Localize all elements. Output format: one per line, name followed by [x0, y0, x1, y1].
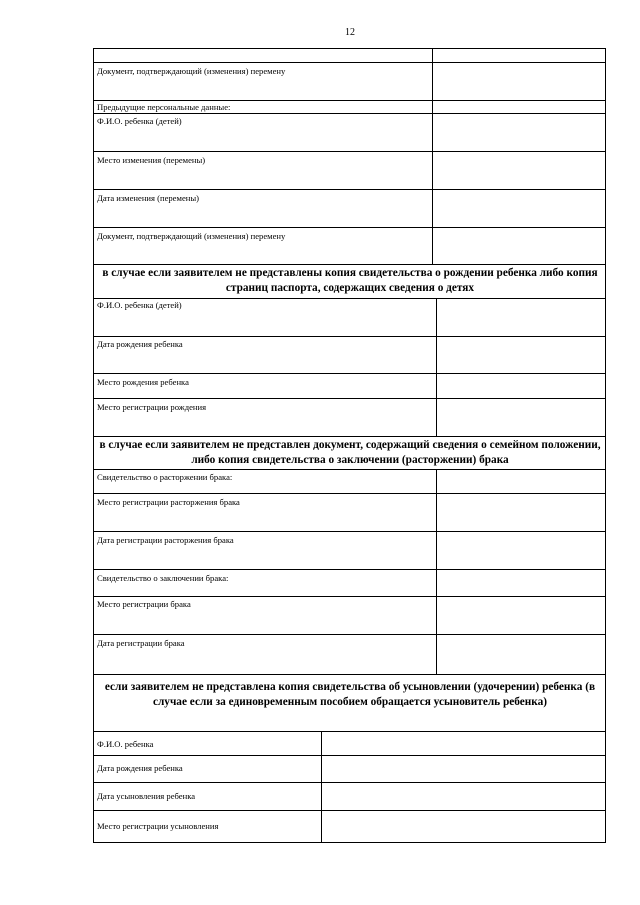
row-line [93, 493, 606, 494]
row-label: Документ, подтверждающий (изменения) перемену [97, 66, 286, 76]
row-line [93, 113, 606, 114]
row-label: Дата изменения (перемены) [97, 193, 199, 203]
row-label: Место регистрации расторжения брака [97, 497, 240, 507]
row-line [93, 531, 606, 532]
row-label: Место регистрации рождения [97, 402, 207, 412]
row-line [93, 596, 606, 597]
column-divider [436, 469, 437, 674]
row-label: Дата рождения ребенка [97, 339, 183, 349]
table-border-left [93, 48, 94, 842]
column-divider [321, 731, 322, 842]
row-line [93, 810, 606, 811]
row-label: Дата регистрации расторжения брака [97, 535, 234, 545]
row-line [93, 227, 606, 228]
row-label: Место регистрации брака [97, 599, 191, 609]
section-header: если заявителем не представлена копия свидетельства об усыновлении (удочерении) ребенка (в случае если за единовременным пособием обращается усыновитель ребенка) [104, 681, 596, 708]
row-label: Место регистрации усыновления [97, 821, 219, 831]
row-line [93, 436, 606, 437]
row-line [93, 264, 606, 265]
row-line [93, 569, 606, 570]
row-line [93, 634, 606, 635]
row-label: Дата усыновления ребенка [97, 791, 196, 801]
row-label: Документ, подтверждающий (изменения) перемену [97, 231, 286, 241]
row-line [93, 151, 606, 152]
column-divider [432, 48, 433, 264]
row-label: Место рождения ребенка [97, 377, 189, 387]
row-line [93, 189, 606, 190]
row-line [93, 373, 606, 374]
row-line [93, 336, 606, 337]
row-label: Дата рождения ребенка [97, 763, 183, 773]
row-label: Дата регистрации брака [97, 638, 185, 648]
row-label: Предыдущие персональные данные: [97, 102, 231, 112]
column-divider [436, 298, 437, 436]
row-line [93, 48, 606, 49]
section-header: в случае если заявителем не представлен документ, содержащий сведения о семейном положении, либо копия свидетельства о заключении (расторжении) брака [99, 439, 601, 466]
table-border-right [605, 48, 606, 842]
row-line [93, 62, 606, 63]
row-label: Место изменения (перемены) [97, 155, 206, 165]
row-label: Свидетельство о расторжении брака: [97, 472, 233, 482]
page-number: 12 [345, 27, 355, 38]
row-line [93, 469, 606, 470]
section-header: в случае если заявителем не представлены копия свидетельства о рождении ребенка либо копия страниц паспорта, содержащих сведения о детях [102, 267, 598, 294]
row-label: Ф.И.О. ребенка [97, 739, 154, 749]
row-line [93, 298, 606, 299]
row-line [93, 731, 606, 732]
row-label: Свидетельство о заключении брака: [97, 573, 229, 583]
row-line [93, 782, 606, 783]
row-label: Ф.И.О. ребенка (детей) [97, 300, 182, 310]
row-line [93, 674, 606, 675]
row-line [93, 398, 606, 399]
row-line [93, 842, 606, 843]
row-label: Ф.И.О. ребенка (детей) [97, 116, 182, 126]
row-line [93, 755, 606, 756]
row-line [93, 100, 606, 101]
